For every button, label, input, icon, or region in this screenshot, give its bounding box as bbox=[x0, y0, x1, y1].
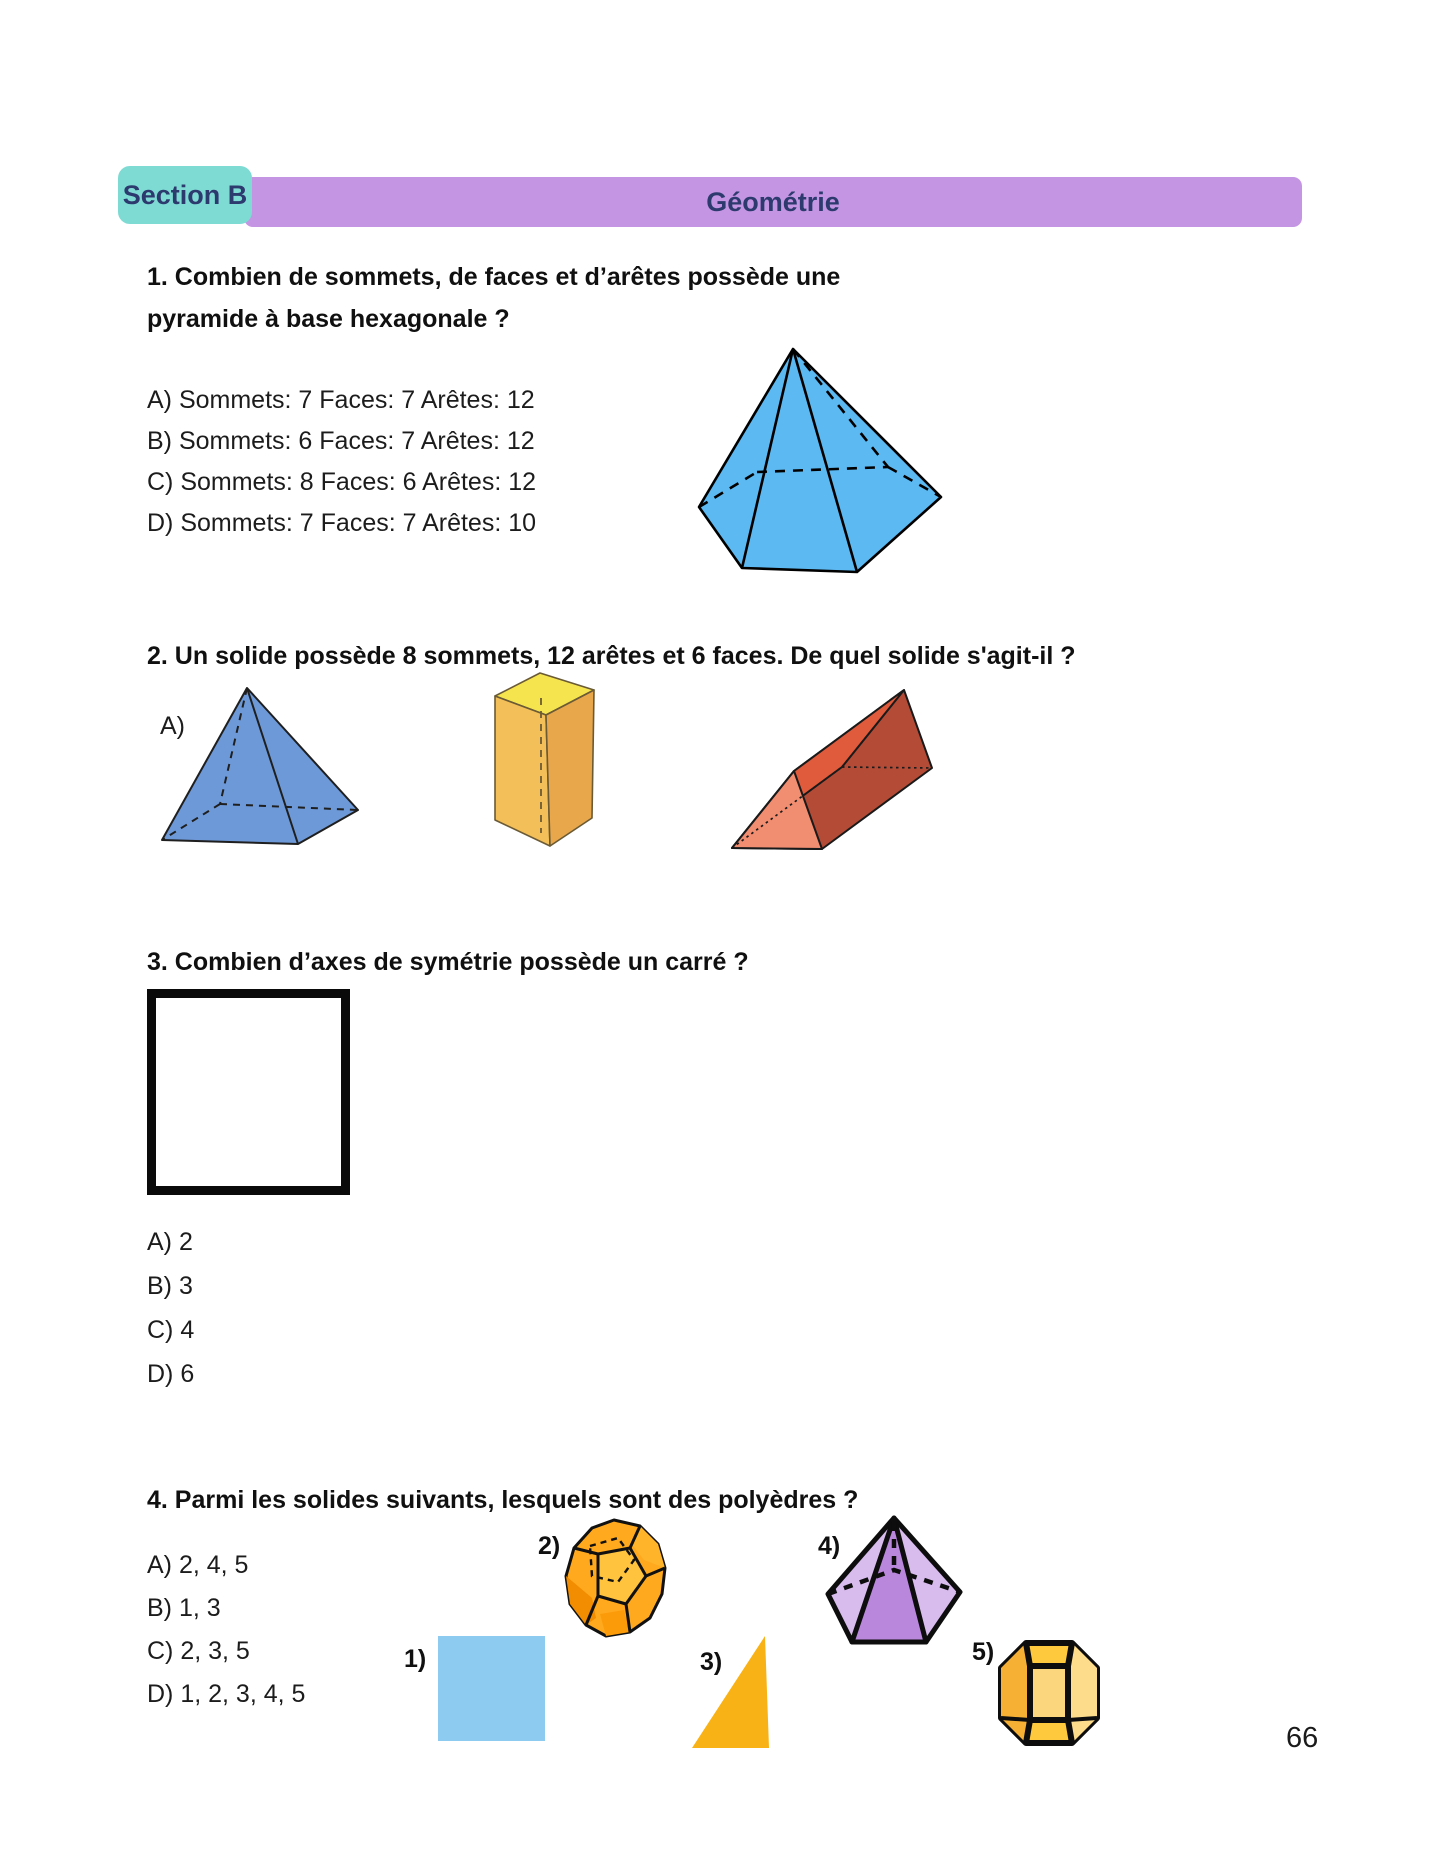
q3-option-a: A) 2 bbox=[147, 1228, 193, 1256]
dodecahedron-figure bbox=[562, 1518, 668, 1640]
q4-figure-label-3: 3) bbox=[700, 1648, 723, 1676]
q3-option-c: C) 4 bbox=[147, 1316, 195, 1344]
section-title-bar bbox=[244, 177, 1302, 227]
square-pyramid-figure bbox=[150, 682, 364, 854]
q3-title: 3. Combien d’axes de symétrie possède un carré ? bbox=[147, 948, 749, 976]
q3-option-d: D) 6 bbox=[147, 1360, 195, 1388]
section-title: Géométrie bbox=[706, 186, 840, 217]
q1-option-d: D) Sommets: 7 Faces: 7 Arêtes: 10 bbox=[147, 509, 537, 537]
q3-option-b: B) 3 bbox=[147, 1272, 193, 1300]
q2-title: 2. Un solide possède 8 sommets, 12 arêtes et 6 faces. De quel solide s'agit-il ? bbox=[147, 642, 1076, 670]
q4-figure-label-5: 5) bbox=[972, 1638, 995, 1666]
hexagonal-prism-figure bbox=[996, 1638, 1102, 1748]
flat-square-figure bbox=[438, 1636, 545, 1741]
section-badge-label: Section B bbox=[122, 179, 248, 210]
q4-figure-label-1: 1) bbox=[404, 1645, 427, 1673]
q4-option-a: A) 2, 4, 5 bbox=[147, 1551, 249, 1579]
q4-title: 4. Parmi les solides suivants, lesquels sont des polyèdres ? bbox=[147, 1486, 859, 1514]
hexagonal-pyramid-figure bbox=[695, 345, 947, 577]
rectangular-prism-figure bbox=[488, 668, 602, 860]
pentagonal-pyramid-figure bbox=[822, 1514, 967, 1648]
q2-choice-label-a: A) bbox=[160, 712, 185, 740]
q1-option-b: B) Sommets: 6 Faces: 7 Arêtes: 12 bbox=[147, 427, 535, 455]
q1-option-a: A) Sommets: 7 Faces: 7 Arêtes: 12 bbox=[147, 386, 535, 414]
q1-option-c: C) Sommets: 8 Faces: 6 Arêtes: 12 bbox=[147, 468, 537, 496]
q4-option-d: D) 1, 2, 3, 4, 5 bbox=[147, 1680, 306, 1708]
q4-option-c: C) 2, 3, 5 bbox=[147, 1637, 250, 1665]
q1-title-line1: 1. Combien de sommets, de faces et d’arêtes possède une bbox=[147, 263, 841, 291]
q4-figure-label-2: 2) bbox=[538, 1532, 561, 1560]
square-outline-figure bbox=[147, 989, 350, 1195]
q1-title-line2: pyramide à base hexagonale ? bbox=[147, 305, 510, 333]
triangular-prism-figure bbox=[728, 678, 938, 854]
flat-triangle-figure bbox=[692, 1636, 770, 1748]
page-number: 66 bbox=[1286, 1722, 1319, 1754]
section-badge bbox=[118, 166, 252, 224]
q4-figure-label-4: 4) bbox=[818, 1532, 841, 1560]
q4-option-b: B) 1, 3 bbox=[147, 1594, 221, 1622]
